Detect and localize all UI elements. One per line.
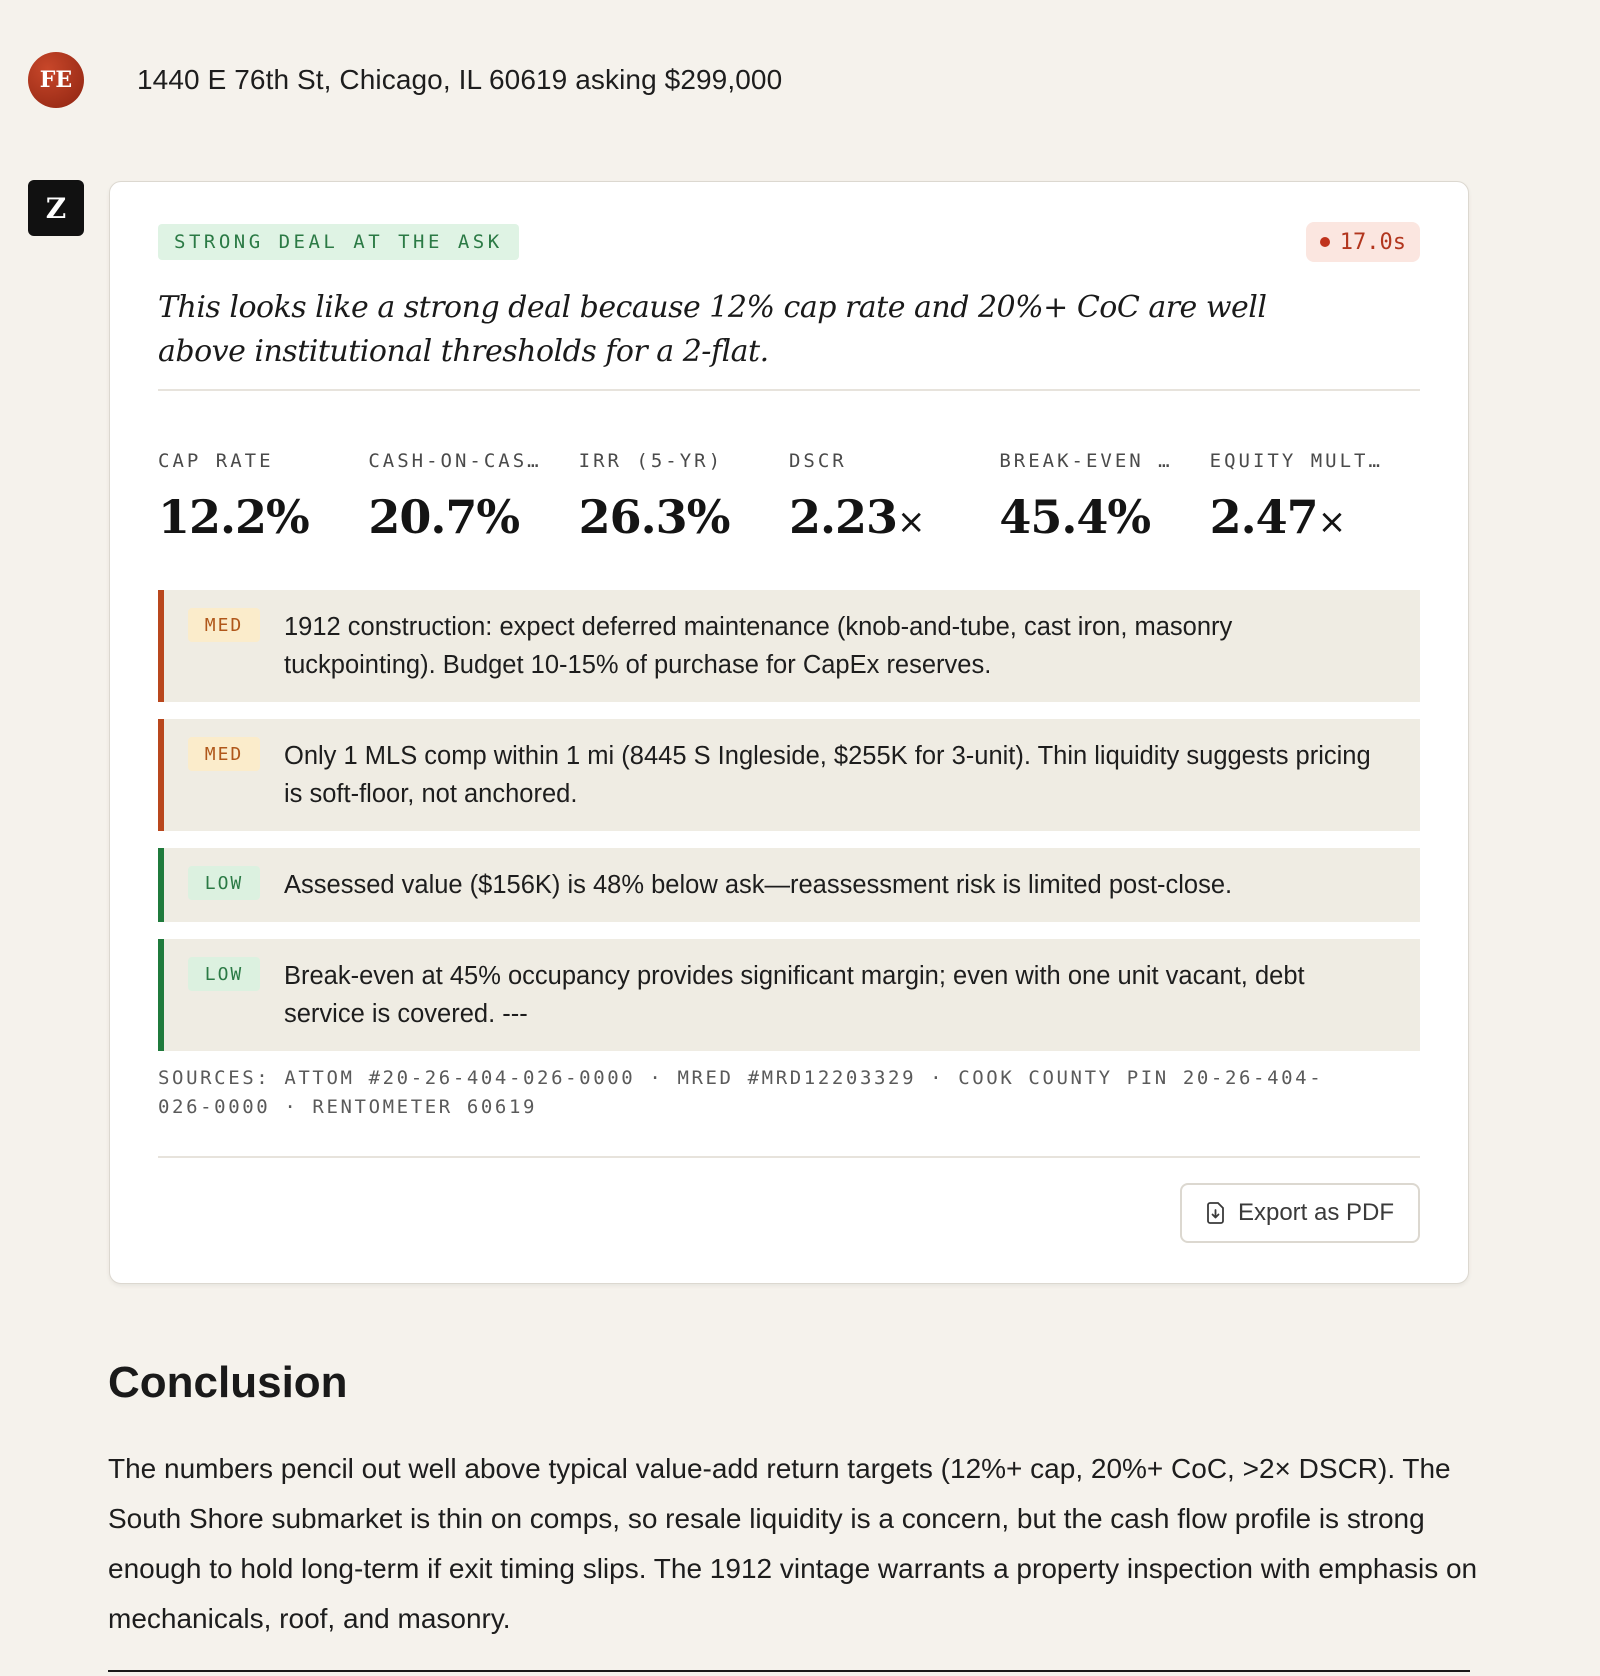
deal-analysis-card: [109, 181, 1469, 1284]
verdict-badge: STRONG DEAL AT THE ASK: [158, 224, 519, 260]
risk-item: [158, 719, 1420, 831]
risk-level-badge: MED: [188, 737, 260, 771]
export-pdf-label: Export as PDF: [1237, 1199, 1395, 1226]
risk-item: [158, 848, 1420, 922]
metric-break-even: [999, 450, 1209, 544]
divider: [158, 1156, 1420, 1158]
metric-value: 20.7%: [368, 490, 520, 544]
risk-item: [158, 939, 1420, 1051]
risk-text: Only 1 MLS comp within 1 mi (8445 S Ingleside, $255K for 3-unit). Thin liquidity suggests pricing is soft-floor, not anchored.: [284, 742, 1371, 808]
metric-label: CAP RATE: [158, 450, 274, 472]
risk-list: [158, 590, 1420, 1068]
metrics-row: [158, 450, 1420, 544]
metric-label: DSCR: [788, 450, 847, 472]
risk-text: Break-even at 45% occupancy provides significant margin; even with one unit vacant, debt service is covered. ---: [284, 962, 1305, 1028]
metric-value: 2.47×: [1209, 490, 1346, 544]
metric-label: EQUITY MULT…: [1209, 450, 1383, 472]
metric-value: 2.23×: [788, 490, 925, 544]
risk-level-badge: LOW: [188, 866, 260, 900]
recording-dot-icon: [1320, 237, 1330, 247]
metric-label: CASH-ON-CAS…: [368, 450, 542, 472]
conclusion-text: The numbers pencil out well above typical value-add return targets (12%+ cap, 20%+ CoC, >2× DSCR). The South Shore submarket is thin on comps, so resale liquidity is a concern, but the cash flow profile is strong enough to hold long-term if exit timing slips. The 1912 vintage warrants a property inspection with emphasis on mechanicals, roof, and masonry.: [108, 1453, 1478, 1634]
metric-label: IRR (5-YR): [578, 450, 724, 472]
metric-value: 12.2%: [158, 490, 309, 544]
bottom-rule: [108, 1670, 1470, 1672]
metric-dscr: [789, 450, 999, 544]
elapsed-time-text: 17.0s: [1339, 229, 1406, 255]
file-download-icon: [1206, 1202, 1226, 1224]
metric-label: BREAK-EVEN …: [999, 450, 1173, 472]
elapsed-time-badge: [1306, 222, 1420, 262]
risk-level-badge: LOW: [188, 957, 260, 991]
metric-cash-on-cash: [368, 450, 578, 544]
sources-list: SOURCES: ATTOM #20-26-404-026-0000 · MRED #MRD12203329 · COOK COUNTY PIN 20-26-404-026-0000 · RENTOMETER 60619: [158, 1067, 1324, 1118]
metric-value: 45.4%: [999, 490, 1151, 544]
deal-summary: This looks like a strong deal because 12% cap rate and 20%+ CoC are well above institutional thresholds for a 2-flat.: [158, 290, 1267, 369]
risk-level-badge: MED: [188, 608, 260, 642]
export-pdf-button[interactable]: [1180, 1183, 1420, 1243]
risk-text: 1912 construction: expect deferred maintenance (knob-and-tube, cast iron, masonry tuckpointing). Budget 10-15% of purchase for CapEx reserves.: [284, 613, 1233, 679]
assistant-avatar: Z: [28, 180, 84, 236]
metric-value: 26.3%: [578, 490, 730, 544]
metric-irr: [579, 450, 789, 544]
divider: [158, 389, 1420, 391]
conclusion-heading: Conclusion: [108, 1358, 348, 1407]
metric-cap-rate: [158, 450, 368, 544]
risk-text: Assessed value ($156K) is 48% below ask—reassessment risk is limited post-close.: [284, 871, 1233, 899]
risk-item: [158, 590, 1420, 702]
user-message: 1440 E 76th St, Chicago, IL 60619 asking $299,000: [137, 64, 783, 95]
user-avatar: FE: [28, 52, 84, 108]
user-message-row: [28, 52, 782, 108]
metric-equity-multiple: [1210, 450, 1420, 544]
